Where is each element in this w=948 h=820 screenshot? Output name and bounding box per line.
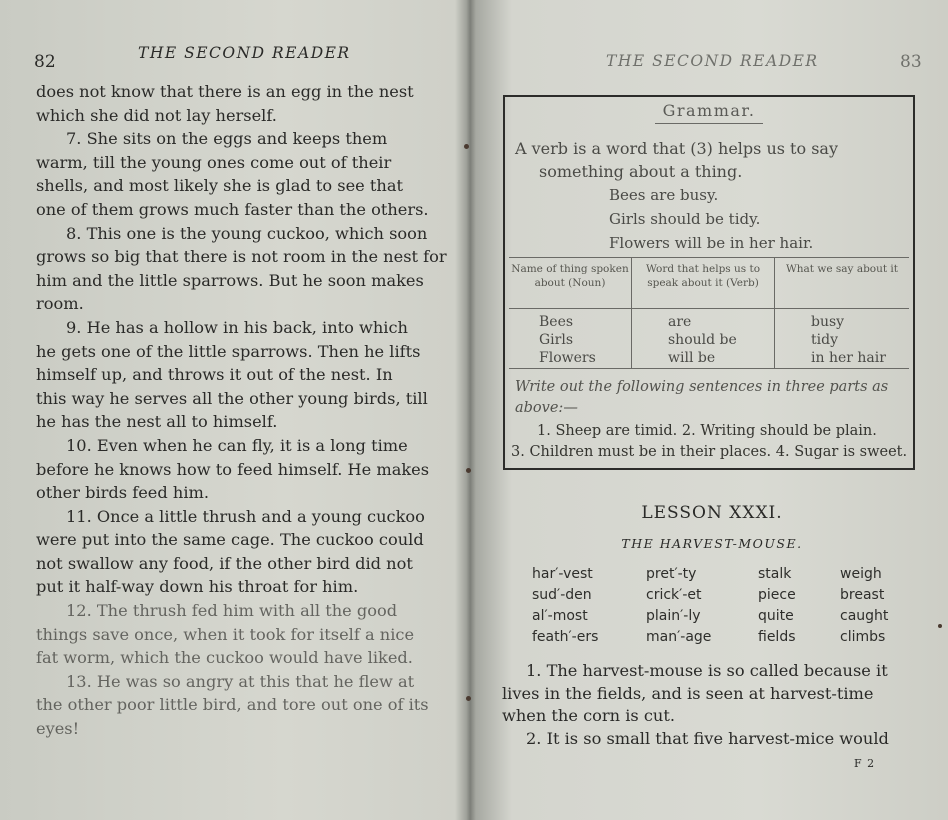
- binding-thread: [466, 468, 471, 473]
- text-line: were put into the same cage. The cuckoo could: [36, 530, 424, 550]
- header-text: Word that helps us to speak about it (Verb): [645, 263, 761, 289]
- page-number: 82: [34, 52, 56, 72]
- table-header: [509, 262, 631, 290]
- left-page: [0, 0, 466, 820]
- spelling-word: crick′-et: [646, 587, 702, 603]
- text-line: room.: [36, 294, 84, 314]
- text-line: grows so big that there is not room in the nest for: [36, 247, 447, 267]
- spelling-word: caught: [840, 608, 889, 624]
- text-line: 13. He was so angry at this that he flew at: [66, 671, 415, 691]
- text-line: lives in the fields, and is seen at harvest-time: [502, 683, 874, 703]
- grammar-box: [503, 95, 915, 470]
- spelling-word: breast: [840, 587, 885, 603]
- lesson-title: LESSON XXXI.: [641, 503, 783, 523]
- spelling-word: har′-vest: [532, 566, 593, 582]
- text-line: 2. It is so small that five harvest-mice would: [526, 728, 889, 748]
- table-column-predicate: [775, 258, 909, 368]
- text-line: other birds feed him.: [36, 483, 209, 503]
- exercise-instruction: [515, 377, 909, 419]
- spelling-word: al′-most: [532, 608, 588, 624]
- text-line: him and the little sparrows. But he soon makes: [36, 270, 424, 290]
- instruction-line: Write out the following sentences in three parts as: [515, 379, 889, 395]
- text-line: which she did not lay herself.: [36, 105, 277, 125]
- table-cell: Girls: [539, 332, 574, 348]
- text-line: put it half-way down his throat for him.: [36, 577, 359, 597]
- left-page-text: [36, 80, 450, 741]
- text-line: himself up, and throws it out of the nest. In: [36, 365, 393, 385]
- lesson-subtitle: THE HARVEST-MOUSE.: [621, 536, 803, 551]
- signature-mark: F 2: [854, 757, 876, 770]
- spelling-column: [840, 564, 888, 648]
- binding-thread: [466, 696, 471, 701]
- text-line: he gets one of the little sparrows. Then he lifts: [36, 341, 421, 361]
- table-header: [775, 262, 909, 276]
- binding-thread: [464, 144, 469, 149]
- text-line: 10. Even when he can fly, it is a long time: [66, 435, 408, 455]
- text-line: fat worm, which the cuckoo would have liked.: [36, 648, 413, 668]
- text-line: he has the nest all to himself.: [36, 412, 278, 432]
- header-text: Name of thing spoken about (Noun): [511, 263, 629, 289]
- spelling-word: piece: [758, 587, 796, 603]
- spelling-word: pret′-ty: [646, 566, 697, 582]
- exercise-line: 1. Sheep are timid. 2. Writing should be plain.: [537, 423, 877, 439]
- text-line: shells, and most likely she is glad to see that: [36, 176, 403, 196]
- table-cell: will be: [668, 350, 716, 366]
- spelling-column: [532, 564, 598, 648]
- table-cell: are: [668, 314, 692, 330]
- text-line: the other poor little bird, and tore out one of its: [36, 695, 429, 715]
- text-line: not swallow any food, if the other bird did not: [36, 553, 413, 573]
- table-cell: busy: [811, 314, 845, 330]
- text-line: 11. Once a little thrush and a young cuckoo: [66, 506, 425, 526]
- grammar-title: Grammar.: [662, 101, 756, 120]
- table-cell: should be: [668, 332, 737, 348]
- example-sentences: [609, 183, 813, 255]
- title-rule: [655, 123, 763, 124]
- text-line: one of them grows much faster than the others.: [36, 199, 429, 219]
- spelling-word: quite: [758, 608, 794, 624]
- example-sentence: Flowers will be in her hair.: [609, 234, 814, 252]
- table-cell: tidy: [811, 332, 838, 348]
- running-head: THE SECOND READER: [138, 44, 351, 62]
- example-sentence: Bees are busy.: [609, 186, 719, 204]
- text-line: 1. The harvest-mouse is so called because it: [526, 661, 888, 680]
- running-head: THE SECOND READER: [606, 52, 819, 70]
- right-page: [476, 0, 948, 820]
- text-line: 8. This one is the young cuckoo, which soon: [66, 223, 428, 243]
- text-line: does not know that there is an egg in the nest: [36, 82, 414, 101]
- text-line: 7. She sits on the eggs and keeps them: [66, 129, 388, 149]
- spelling-word: man′-age: [646, 629, 712, 645]
- spelling-word: climbs: [840, 629, 886, 645]
- paper-speck: [938, 624, 942, 628]
- verb-definition: [515, 137, 907, 183]
- table-cell: Flowers: [539, 350, 596, 366]
- spelling-word: weigh: [840, 566, 882, 582]
- table-header: [632, 262, 774, 290]
- spelling-column: [646, 564, 711, 648]
- text-line: before he knows how to feed himself. He makes: [36, 459, 430, 479]
- instruction-line: above:—: [515, 400, 578, 416]
- spelling-word: plain′-ly: [646, 608, 701, 624]
- grammar-table: [509, 257, 909, 369]
- text-line: this way he serves all the other young birds, till: [36, 388, 428, 408]
- spelling-word: sud′-den: [532, 587, 592, 603]
- page-number: 83: [900, 52, 922, 72]
- definition-line: something about a thing.: [539, 162, 743, 181]
- text-line: things save once, when it took for itself a nice: [36, 624, 415, 644]
- exercise-line: 3. Children must be in their places. 4. Sugar is sweet.: [511, 444, 908, 460]
- table-cell: Bees: [539, 314, 574, 330]
- text-line: eyes!: [36, 719, 80, 739]
- spelling-column: [758, 564, 796, 648]
- exercise-sentences: [511, 421, 911, 463]
- lesson-text: [502, 660, 916, 750]
- spelling-word: feath′-ers: [532, 629, 599, 645]
- spelling-word: stalk: [758, 566, 792, 582]
- text-line: warm, till the young ones come out of their: [36, 152, 392, 172]
- table-cell: in her hair: [811, 350, 886, 366]
- spelling-word: fields: [758, 629, 796, 645]
- example-sentence: Girls should be tidy.: [609, 210, 761, 228]
- text-line: 12. The thrush fed him with all the good: [66, 601, 398, 621]
- text-line: 9. He has a hollow in his back, into which: [66, 317, 408, 337]
- table-column-noun: [509, 258, 632, 368]
- table-column-verb: [632, 258, 775, 368]
- header-text: What we say about it: [785, 263, 899, 275]
- definition-line: A verb is a word that (3) helps us to say: [515, 139, 838, 158]
- text-line: when the corn is cut.: [502, 706, 675, 726]
